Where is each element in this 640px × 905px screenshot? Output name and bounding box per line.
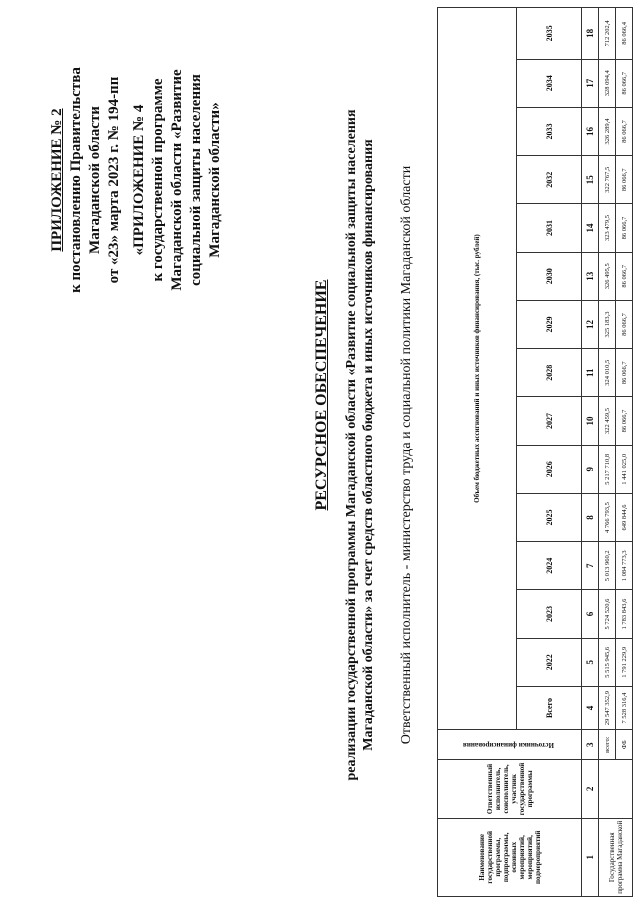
header-year: 2025 [517, 493, 582, 541]
appendix-4-line: Магаданской области» [207, 102, 223, 258]
value-cell: 86 066,7 [616, 300, 633, 348]
column-number: 12 [582, 300, 599, 348]
appendix-4-line: социальной защиты населения [188, 74, 204, 286]
header-year: 2028 [517, 349, 582, 397]
value-cell: 86 066,7 [616, 349, 633, 397]
value-cell: 86 066,7 [616, 107, 633, 155]
value-cell: 326 495,5 [599, 252, 616, 300]
value-cell: 5 013 960,2 [599, 542, 616, 590]
column-numbers-row [582, 8, 599, 897]
column-number: 18 [582, 8, 599, 60]
column-number: 11 [582, 349, 599, 397]
column-number: 1 [582, 818, 599, 896]
header-year: 2030 [517, 252, 582, 300]
value-cell: 326 289,4 [599, 107, 616, 155]
header-year: 2024 [517, 542, 582, 590]
value-cell: 1 783 843,6 [616, 590, 633, 638]
value-cell: 86 066,7 [616, 397, 633, 445]
header-year: 2029 [517, 300, 582, 348]
executor-cell [599, 760, 633, 818]
column-number: 16 [582, 107, 599, 155]
value-cell: 86 066,7 [616, 252, 633, 300]
value-cell: 325 183,3 [599, 300, 616, 348]
header-year: 2027 [517, 397, 582, 445]
total-cell: 7 528 316,4 [616, 686, 633, 729]
appendix-4-heading: «ПРИЛОЖЕНИЕ № 4 [131, 104, 147, 256]
value-cell: 1 084 773,3 [616, 542, 633, 590]
table-header-row [438, 8, 517, 897]
total-cell: 29 547 352,9 [599, 686, 616, 729]
header-name: Наименование государственной программы, подпрограммы, основных мероприятий, мероприятий, подмероприятий [438, 818, 582, 896]
value-cell: 86 066,7 [616, 204, 633, 252]
appendix-2-line: Магаданской области [87, 106, 103, 254]
appendix-2-heading: ПРИЛОЖЕНИЕ № 2 [49, 108, 65, 252]
column-number: 5 [582, 638, 599, 686]
header-year: 2034 [517, 59, 582, 107]
header-year: 2031 [517, 204, 582, 252]
value-cell: 5 217 710,8 [599, 445, 616, 493]
document-title: РЕСУРСНОЕ ОБЕСПЕЧЕНИЕ [313, 279, 330, 511]
header-executor: Ответственный исполнитель, соисполнитель, участник государственной программы [438, 760, 582, 818]
column-number: 9 [582, 445, 599, 493]
appendix-2-date: от «23» марта 2023 г. № 194-пп [106, 76, 122, 284]
appendix-4-line: Магаданской области «Развитие [169, 69, 185, 291]
value-cell: 86 066,4 [616, 8, 633, 60]
header-year: 2022 [517, 638, 582, 686]
column-number: 14 [582, 204, 599, 252]
value-cell: 1 441 025,0 [616, 445, 633, 493]
value-cell: 322 767,5 [599, 156, 616, 204]
value-cell: 649 844,6 [616, 493, 633, 541]
appendix-2-block [48, 15, 124, 345]
value-cell: 86 066,7 [616, 59, 633, 107]
resource-table [437, 7, 633, 897]
value-cell: 1 791 229,9 [616, 638, 633, 686]
value-cell: 324 010,5 [599, 349, 616, 397]
header-year: 2033 [517, 107, 582, 155]
subtitle-line: Магаданской области» за счет средств областного бюджета и иных источников финансирования [361, 139, 376, 751]
value-cell: 4 766 793,5 [599, 493, 616, 541]
subtitle-line: реализации государственной программы Магаданской области «Развитие социальной защиты населения [344, 109, 359, 781]
column-number: 17 [582, 59, 599, 107]
document-subtitle [343, 45, 377, 845]
header-source [438, 730, 582, 760]
value-cell: 712 202,4 [599, 8, 616, 60]
value-cell: 322 459,5 [599, 397, 616, 445]
value-cell: 5 515 945,6 [599, 638, 616, 686]
value-cell: 5 724 520,6 [599, 590, 616, 638]
column-number: 4 [582, 686, 599, 729]
value-cell: 323 479,5 [599, 204, 616, 252]
source-cell: всего: [599, 730, 616, 760]
column-number: 13 [582, 252, 599, 300]
header-year: 2035 [517, 8, 582, 60]
header-year: 2023 [517, 590, 582, 638]
value-cell: 86 066,7 [616, 156, 633, 204]
header-funding: Объем бюджетных ассигнований и иных источников финансирования, (тыс. рублей) [438, 8, 517, 730]
appendix-4-line: к государственной программе [150, 78, 166, 282]
header-total: Всего [517, 686, 582, 729]
appendix-4-block [130, 15, 225, 345]
responsible-executor: Ответственный исполнитель - министерство труда и социальной политики Магаданской области [399, 165, 414, 745]
header-source-text: Источники финансирования [463, 740, 554, 749]
column-number: 8 [582, 493, 599, 541]
program-name: Государственная программа Магаданской [599, 818, 633, 896]
header-year: 2026 [517, 445, 582, 493]
source-cell: ФБ [616, 730, 633, 760]
table-row [599, 8, 616, 897]
column-number: 6 [582, 590, 599, 638]
column-number: 7 [582, 542, 599, 590]
value-cell: 328 094,4 [599, 59, 616, 107]
column-number: 10 [582, 397, 599, 445]
column-number: 15 [582, 156, 599, 204]
header-year: 2032 [517, 156, 582, 204]
column-number: 2 [582, 760, 599, 818]
appendix-2-line: к постановлению Правительства [68, 67, 84, 293]
column-number: 3 [582, 730, 599, 760]
